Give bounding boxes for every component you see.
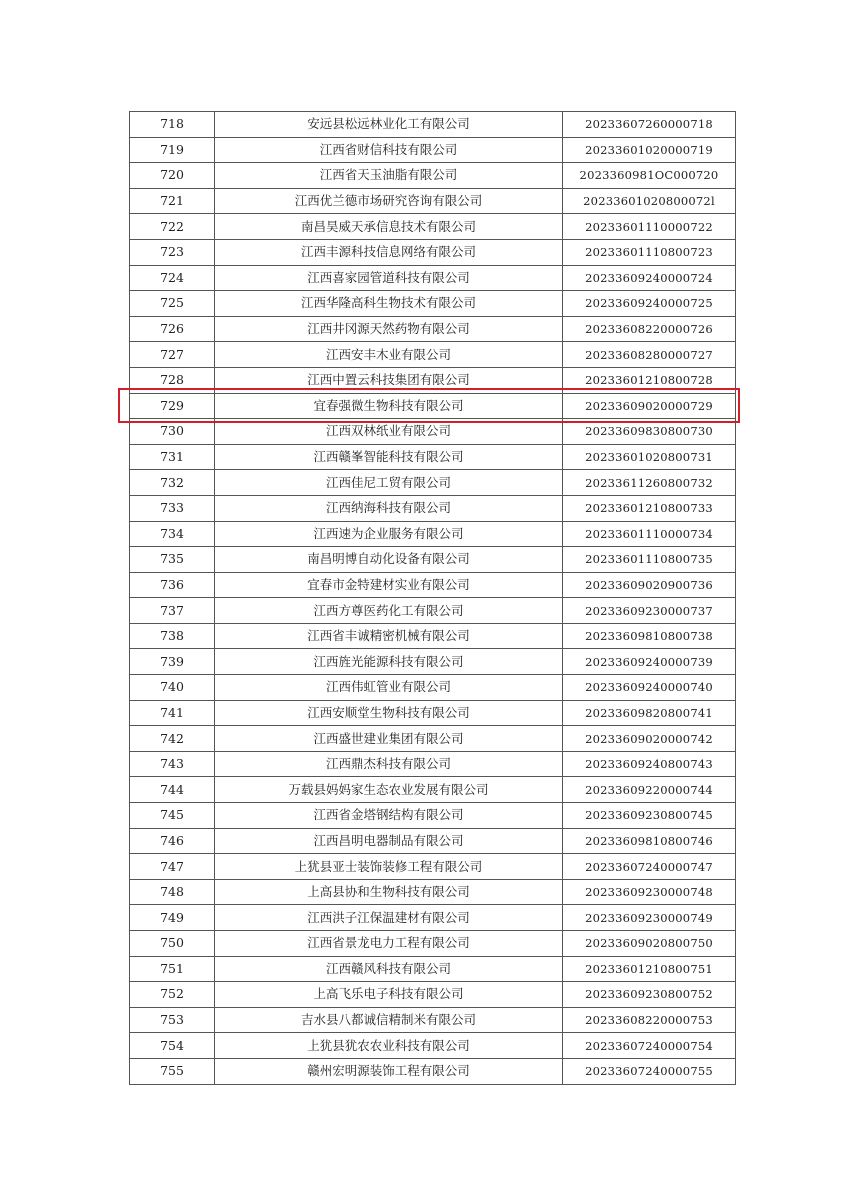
table-row <box>130 495 736 521</box>
table-row <box>130 649 736 675</box>
table-row <box>130 265 736 291</box>
registration-code: 20233611260800732 <box>563 470 736 496</box>
table-row <box>130 777 736 803</box>
registration-code: 2023360981OC000720 <box>563 163 736 189</box>
row-number: 752 <box>130 982 215 1008</box>
row-number: 751 <box>130 956 215 982</box>
row-number: 748 <box>130 879 215 905</box>
row-number: 750 <box>130 931 215 957</box>
table-row <box>130 1033 736 1059</box>
registration-code: 20233609230800752 <box>563 982 736 1008</box>
company-name: 江西方尊医药化工有限公司 <box>215 598 563 624</box>
company-name: 上犹县亚士装饰装修工程有限公司 <box>215 854 563 880</box>
row-number: 746 <box>130 828 215 854</box>
row-number: 755 <box>130 1058 215 1084</box>
company-name: 江西省财信科技有限公司 <box>215 137 563 163</box>
registration-code: 20233609830800730 <box>563 419 736 445</box>
table-row <box>130 239 736 265</box>
table-row <box>130 572 736 598</box>
company-name: 江西丰源科技信息网络有限公司 <box>215 239 563 265</box>
registration-code: 20233601110800735 <box>563 547 736 573</box>
company-name: 上犹县犹农农业科技有限公司 <box>215 1033 563 1059</box>
company-name: 江西华隆高科生物技术有限公司 <box>215 291 563 317</box>
registration-code: 20233608280000727 <box>563 342 736 368</box>
company-name: 万载县妈妈家生态农业发展有限公司 <box>215 777 563 803</box>
registration-code: 20233601020800731 <box>563 444 736 470</box>
company-list-table <box>129 111 736 1085</box>
table-row <box>130 854 736 880</box>
table-row <box>130 291 736 317</box>
row-number: 736 <box>130 572 215 598</box>
company-name: 南昌明博自动化设备有限公司 <box>215 547 563 573</box>
registration-code: 20233608220000726 <box>563 316 736 342</box>
company-name: 江西纳海科技有限公司 <box>215 495 563 521</box>
table-row <box>130 598 736 624</box>
company-name: 上高县协和生物科技有限公司 <box>215 879 563 905</box>
row-number: 719 <box>130 137 215 163</box>
company-name: 江西双林纸业有限公司 <box>215 419 563 445</box>
row-number: 731 <box>130 444 215 470</box>
row-number: 740 <box>130 675 215 701</box>
registration-code: 20233609230000748 <box>563 879 736 905</box>
table-row <box>130 163 736 189</box>
company-name: 江西速为企业服务有限公司 <box>215 521 563 547</box>
company-name: 江西省金塔钢结构有限公司 <box>215 803 563 829</box>
registration-code: 20233609220000744 <box>563 777 736 803</box>
row-number: 727 <box>130 342 215 368</box>
table-row <box>130 905 736 931</box>
registration-code: 20233609240000739 <box>563 649 736 675</box>
registration-code: 20233609230800745 <box>563 803 736 829</box>
company-name: 江西中置云科技集团有限公司 <box>215 367 563 393</box>
registration-code: 20233609240000724 <box>563 265 736 291</box>
company-name: 江西井冈源天然药物有限公司 <box>215 316 563 342</box>
table-row <box>130 879 736 905</box>
company-name: 江西鼎杰科技有限公司 <box>215 751 563 777</box>
registration-code: 20233601110800723 <box>563 239 736 265</box>
registration-code: 20233601110000722 <box>563 214 736 240</box>
row-number: 718 <box>130 112 215 138</box>
row-number: 738 <box>130 623 215 649</box>
company-name: 江西安丰木业有限公司 <box>215 342 563 368</box>
row-number: 739 <box>130 649 215 675</box>
registration-code: 20233607240000755 <box>563 1058 736 1084</box>
table-row <box>130 214 736 240</box>
table-row <box>130 112 736 138</box>
row-number: 734 <box>130 521 215 547</box>
row-number: 747 <box>130 854 215 880</box>
table-row <box>130 1007 736 1033</box>
company-name: 江西省景龙电力工程有限公司 <box>215 931 563 957</box>
registration-code: 20233609020800750 <box>563 931 736 957</box>
company-name: 吉水县八都诚信精制米有限公司 <box>215 1007 563 1033</box>
registration-code: 20233609230000737 <box>563 598 736 624</box>
company-name: 江西昌明电器制品有限公司 <box>215 828 563 854</box>
row-number: 723 <box>130 239 215 265</box>
registration-code: 20233609810800746 <box>563 828 736 854</box>
row-number: 741 <box>130 700 215 726</box>
company-name: 江西优兰德市场研究咨询有限公司 <box>215 188 563 214</box>
table-row <box>130 956 736 982</box>
registration-code: 20233601020000719 <box>563 137 736 163</box>
registration-code: 20233601110000734 <box>563 521 736 547</box>
row-number: 733 <box>130 495 215 521</box>
registration-code: 20233609810800738 <box>563 623 736 649</box>
registration-code: 20233601210800751 <box>563 956 736 982</box>
table-row <box>130 470 736 496</box>
row-number: 728 <box>130 367 215 393</box>
company-name: 宜春强微生物科技有限公司 <box>215 393 563 419</box>
registration-code: 20233609020900736 <box>563 572 736 598</box>
company-name: 宜春市金特建材实业有限公司 <box>215 572 563 598</box>
registration-code: 20233609230000749 <box>563 905 736 931</box>
company-name: 江西喜家园管道科技有限公司 <box>215 265 563 291</box>
company-name: 江西省丰诚精密机械有限公司 <box>215 623 563 649</box>
row-number: 742 <box>130 726 215 752</box>
company-name: 上高飞乐电子科技有限公司 <box>215 982 563 1008</box>
table-row <box>130 342 736 368</box>
table-row <box>130 444 736 470</box>
row-number: 753 <box>130 1007 215 1033</box>
row-number: 720 <box>130 163 215 189</box>
company-name: 江西旌光能源科技有限公司 <box>215 649 563 675</box>
row-number: 726 <box>130 316 215 342</box>
row-number: 730 <box>130 419 215 445</box>
row-number: 744 <box>130 777 215 803</box>
table-body <box>130 112 736 1085</box>
table-row <box>130 188 736 214</box>
table-row <box>130 137 736 163</box>
registration-code: 20233607240000754 <box>563 1033 736 1059</box>
company-name: 江西伟虹管业有限公司 <box>215 675 563 701</box>
row-number: 722 <box>130 214 215 240</box>
row-number: 732 <box>130 470 215 496</box>
table-row <box>130 803 736 829</box>
registration-code: 20233609820800741 <box>563 700 736 726</box>
row-number: 729 <box>130 393 215 419</box>
registration-code: 20233601210800728 <box>563 367 736 393</box>
table-row <box>130 367 736 393</box>
registration-code: 20233601020800072l <box>563 188 736 214</box>
row-number: 735 <box>130 547 215 573</box>
registration-code: 20233601210800733 <box>563 495 736 521</box>
row-number: 724 <box>130 265 215 291</box>
table-row <box>130 751 736 777</box>
table-row <box>130 726 736 752</box>
table-row <box>130 931 736 957</box>
table-row <box>130 316 736 342</box>
company-name: 江西省天玉油脂有限公司 <box>215 163 563 189</box>
table-row <box>130 521 736 547</box>
registration-code: 20233609020000729 <box>563 393 736 419</box>
company-name: 赣州宏明源装饰工程有限公司 <box>215 1058 563 1084</box>
company-name: 江西洪子江保温建材有限公司 <box>215 905 563 931</box>
table-row <box>130 393 736 419</box>
company-name: 安远县松远林业化工有限公司 <box>215 112 563 138</box>
row-number: 737 <box>130 598 215 624</box>
row-number: 743 <box>130 751 215 777</box>
row-number: 749 <box>130 905 215 931</box>
registration-code: 20233609240000725 <box>563 291 736 317</box>
row-number: 754 <box>130 1033 215 1059</box>
row-number: 745 <box>130 803 215 829</box>
table-row <box>130 547 736 573</box>
registration-code: 20233609240800743 <box>563 751 736 777</box>
table-row <box>130 700 736 726</box>
row-number: 721 <box>130 188 215 214</box>
table-row <box>130 675 736 701</box>
table-row <box>130 1058 736 1084</box>
company-name: 江西赣风科技有限公司 <box>215 956 563 982</box>
company-name: 江西赣峯智能科技有限公司 <box>215 444 563 470</box>
row-number: 725 <box>130 291 215 317</box>
table-row <box>130 828 736 854</box>
company-name: 江西佳尼工贸有限公司 <box>215 470 563 496</box>
table-row <box>130 623 736 649</box>
table-row <box>130 419 736 445</box>
registration-code: 20233609020000742 <box>563 726 736 752</box>
registration-code: 20233608220000753 <box>563 1007 736 1033</box>
registration-code: 20233607260000718 <box>563 112 736 138</box>
company-name: 南昌昊威天承信息技术有限公司 <box>215 214 563 240</box>
table-row <box>130 982 736 1008</box>
registration-code: 20233607240000747 <box>563 854 736 880</box>
company-name: 江西盛世建业集团有限公司 <box>215 726 563 752</box>
company-name: 江西安顺堂生物科技有限公司 <box>215 700 563 726</box>
registration-code: 20233609240000740 <box>563 675 736 701</box>
